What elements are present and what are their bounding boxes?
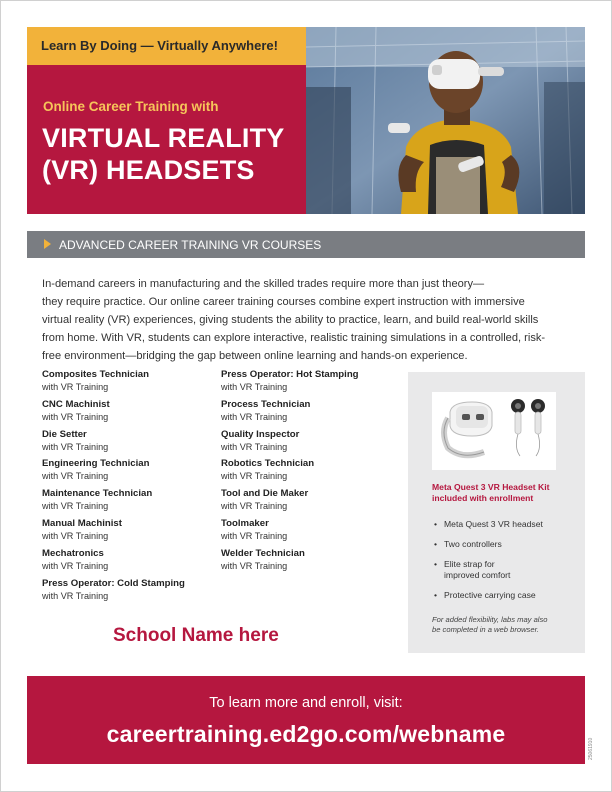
document-code: 25061910 [588,737,594,760]
course-subtitle: with VR Training [221,441,288,452]
course-name: Toolmaker [221,517,269,529]
course-name: CNC Machinist [42,398,110,410]
course-name: Manual Machinist [42,517,122,529]
tagline: Learn By Doing — Virtually Anywhere! [41,38,278,53]
course-name: Robotics Technician [221,458,315,470]
course-item [42,399,185,429]
course-subtitle: with VR Training [221,501,288,512]
course-item [42,548,185,578]
tagline-bar [27,27,306,65]
course-list-right [221,369,359,578]
headline-line-2: (VR) HEADSETS [42,155,255,185]
kit-items-list [434,519,543,610]
course-item [42,518,185,548]
course-item [42,458,185,488]
hero-banner [27,27,585,214]
headline-line-1: VIRTUAL REALITY [42,123,285,153]
course-item [221,488,359,518]
course-item [42,578,185,608]
course-subtitle: with VR Training [42,411,109,422]
course-name: Maintenance Technician [42,488,153,500]
kit-item-line: Elite strap for [444,559,495,569]
hero-photo-vr-user [306,27,585,214]
kit-title [432,482,572,504]
course-subtitle: with VR Training [42,382,109,392]
course-item [221,399,359,429]
vr-headset-icon [432,392,556,470]
course-item [42,429,185,459]
course-list-left [42,369,185,607]
course-subtitle: with VR Training [42,441,109,452]
course-subtitle: with VR Training [221,382,288,392]
course-item [221,548,359,578]
section-title: ADVANCED CAREER TRAINING VR COURSES [59,238,322,252]
course-name: Press Operator: Cold Stamping [42,577,185,589]
vr-user-illustration [306,27,585,214]
course-name: Tool and Die Maker [221,488,309,500]
course-subtitle: with VR Training [221,560,288,571]
course-item [42,369,185,399]
headset-kit-sidebar [408,372,585,653]
intro-line: free environment—bridging the gap between online learning and hands-on experience. [42,350,468,362]
course-subtitle: with VR Training [42,501,109,512]
course-name: Quality Inspector [221,428,300,440]
intro-line: virtual reality (VR) experiences, giving students the ability to practice, learn, and build real-world skills [42,314,539,326]
course-subtitle: with VR Training [42,471,109,482]
section-header-bar [27,231,585,258]
cta-url-link[interactable]: careertraining.ed2go.com/webname [106,721,506,747]
intro-line: they require practice. Our online career training courses combine expert instruction with immersive [42,296,525,308]
intro-paragraph [42,275,576,365]
hero-kicker: Online Career Training with [43,99,219,114]
cta-lead-text: To learn more and enroll, visit: [209,695,403,711]
course-subtitle: with VR Training [42,560,109,571]
hero-text-panel [27,27,306,214]
course-subtitle: with VR Training [221,471,288,482]
course-item [221,369,359,399]
arrow-right-icon [44,239,51,249]
course-item [221,518,359,548]
course-name: Engineering Technician [42,458,150,470]
kit-title-line-1: Meta Quest 3 VR Headset Kit [432,482,550,492]
kit-item [434,559,543,580]
course-item [221,429,359,459]
kit-item-line: improved comfort [444,569,511,580]
course-name: Composites Technician [42,369,149,380]
course-name: Mechatronics [42,547,104,559]
course-name: Process Technician [221,398,311,410]
kit-item: • Protective carrying case [434,590,543,601]
course-subtitle: with VR Training [221,530,288,541]
course-name: Welder Technician [221,547,305,559]
kit-item: • Two controllers [434,539,543,550]
headset-kit-image [432,392,556,470]
intro-line: from home. With VR, students can explore interactive, realistic training simulations in a controlled, risk- [42,332,546,344]
course-item [42,488,185,518]
course-subtitle: with VR Training [42,590,109,601]
kit-note-line-1: For added flexibility, labs may also [432,615,548,624]
course-item [221,458,359,488]
kit-title-line-2: included with enrollment [432,493,534,503]
kit-item: • Meta Quest 3 VR headset [434,519,543,530]
kit-note-line-2: be completed in a web browser. [432,625,539,634]
course-subtitle: with VR Training [221,411,288,422]
course-name: Press Operator: Hot Stamping [221,369,359,380]
course-name: Die Setter [42,428,87,440]
kit-note [432,615,572,635]
intro-line: In-demand careers in manufacturing and the skilled trades require more than just theory— [42,278,485,290]
school-name: School Name here [113,625,279,646]
hero-headline [42,122,285,186]
cta-banner [27,676,585,764]
course-subtitle: with VR Training [42,530,109,541]
